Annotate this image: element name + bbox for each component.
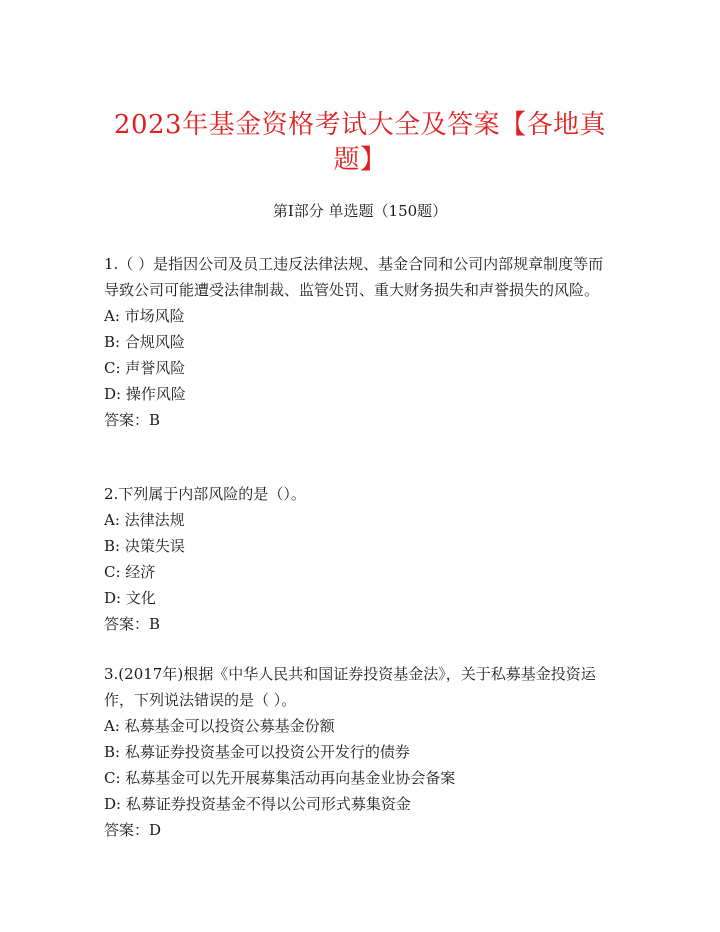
question-1 (104, 251, 616, 433)
option-d: D: 文化 (104, 589, 156, 607)
answer: 答案：B (104, 411, 161, 429)
option-a: A: 私募基金可以投资公募基金份额 (104, 717, 335, 735)
section-title: 第I部分 单选题（150题） (272, 202, 448, 220)
option-c: C: 声誉风险 (104, 359, 186, 377)
option-b: B: 决策失误 (104, 537, 185, 555)
option-a: A: 市场风险 (104, 307, 185, 325)
option-b: B: 私募证券投资基金可以投资公开发行的债券 (104, 743, 410, 761)
question-stem: 2.下列属于内部风险的是（）。 (104, 485, 306, 503)
question-2 (104, 481, 616, 637)
answer: 答案：B (104, 615, 161, 633)
option-c: C: 私募基金可以先开展募集活动再向基金业协会备案 (104, 769, 456, 787)
option-b: B: 合规风险 (104, 333, 185, 351)
answer: 答案：D (104, 821, 162, 839)
question-stem: 1.（ ）是指因公司及员工违反法律法规、基金合同和公司内部规章制度等而导致公司可能遭受法律制裁、监管处罚、重大财务损失和声誉损失的风险。 (104, 255, 604, 299)
option-d: D: 操作风险 (104, 385, 186, 403)
option-d: D: 私募证券投资基金不得以公司形式募集资金 (104, 795, 411, 813)
question-stem: 3.(2017年)根据《中华人民共和国证券投资基金法》，关于私募基金投资运作，下列说法错误的是（ ）。 (104, 665, 596, 709)
option-c: C: 经济 (104, 563, 156, 581)
document-title: 2023年基金资格考试大全及答案【各地真题】 (113, 110, 607, 175)
option-a: A: 法律法规 (104, 511, 185, 529)
question-3 (104, 661, 616, 843)
